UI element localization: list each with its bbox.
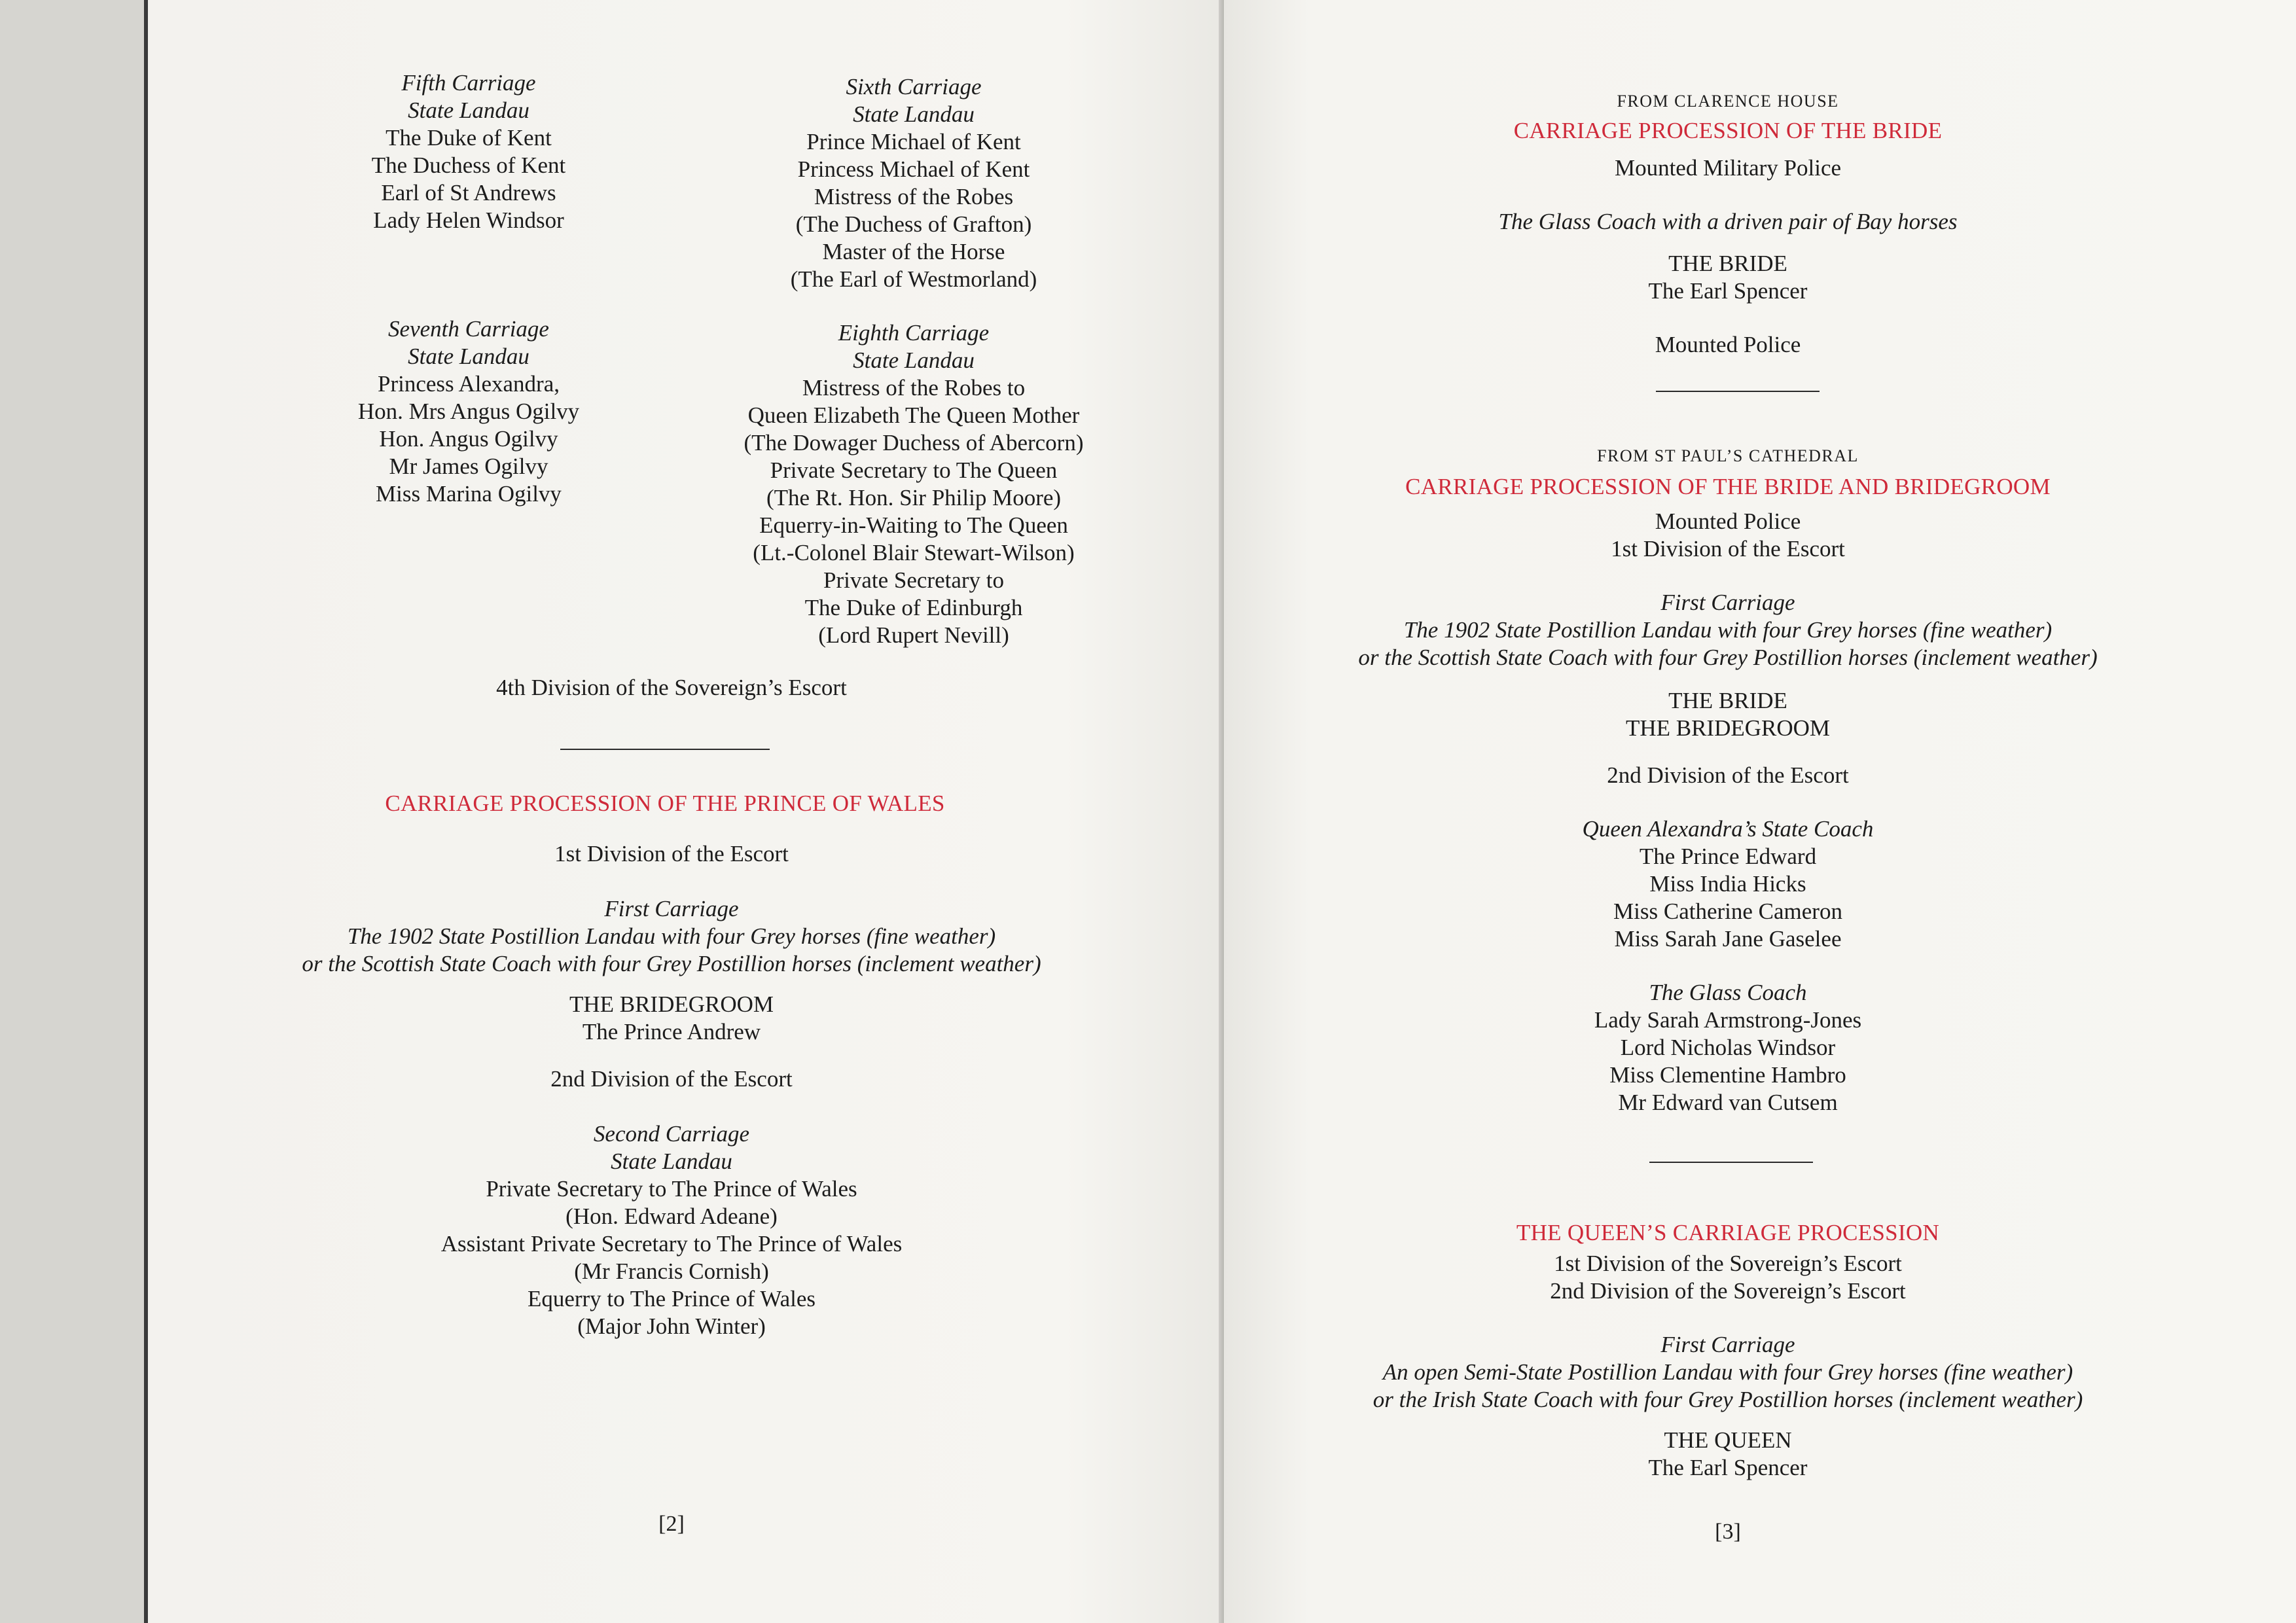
passenger: Miss Clementine Hambro [1609, 1062, 1846, 1088]
bride-title: THE BRIDE [1668, 251, 1787, 276]
carriage-type: State Landau [853, 348, 975, 373]
passenger: (Lord Rupert Nevill) [818, 622, 1009, 648]
passenger: Lord Nicholas Windsor [1620, 1035, 1836, 1060]
second-division-escort [1466, 762, 1990, 789]
passenger: Hon. Mrs Angus Ogilvy [357, 399, 580, 424]
passenger: (Lt.-Colonel Blair Stewart-Wilson) [753, 540, 1075, 565]
carriage-type: State Landau [611, 1149, 732, 1174]
bridegroom-title: THE BRIDEGROOM [569, 991, 774, 1017]
passenger: Private Secretary to [823, 567, 1004, 593]
bride-bridegroom-procession-heading: CARRIAGE PROCESSION OF THE BRIDE AND BRIDEGROOM [1405, 474, 2051, 499]
bridegroom-title: THE BRIDEGROOM [1625, 715, 1831, 741]
escort-line: 4th Division of the Sovereign’s Escort [496, 675, 847, 700]
carriage-description: The 1902 State Postillion Landau with four Grey horses (fine weather) [1403, 617, 2053, 643]
first-carriage-block [226, 895, 1117, 978]
passenger: Private Secretary to The Prince of Wales [486, 1176, 857, 1202]
section-divider [1649, 1162, 1813, 1163]
escort-line: 1st Division of the Sovereign’s Escort [1554, 1251, 1902, 1276]
passenger: Lady Sarah Armstrong-Jones [1594, 1007, 1862, 1033]
passenger: Mistress of the Robes to [802, 375, 1026, 401]
carriage-title: First Carriage [604, 896, 739, 921]
passenger: The Prince Edward [1639, 844, 1817, 869]
carriage-title: Sixth Carriage [846, 74, 982, 99]
escort-line: Mounted Military Police [1614, 155, 1842, 181]
sixth-carriage-block [717, 73, 1110, 293]
glass-coach-block [1466, 979, 1990, 1116]
passenger: Equerry to The Prince of Wales [527, 1286, 816, 1311]
sovereign-escort-block [1466, 1250, 1990, 1305]
prince-of-wales-procession-heading: CARRIAGE PROCESSION OF THE PRINCE OF WALES [385, 791, 945, 816]
passenger: (The Dowager Duchess of Abercorn) [744, 430, 1084, 455]
passenger: The Duke of Edinburgh [804, 595, 1023, 620]
escort-line: Mounted Police [1655, 508, 1801, 534]
passenger: Mr James Ogilvy [389, 454, 548, 479]
carriage-description: or the Irish State Coach with four Grey Postillion horses (inclement weather) [1372, 1387, 2083, 1412]
section-divider [1656, 391, 1820, 392]
carriage-description: or the Scottish State Coach with four Grey Postillion horses (inclement weather) [302, 951, 1041, 976]
carriage-title: Fifth Carriage [401, 70, 536, 96]
eighth-carriage-block [685, 319, 1143, 649]
passenger: Lady Helen Windsor [373, 207, 564, 233]
passenger: Master of the Horse [822, 239, 1005, 264]
from-st-pauls-label: FROM ST PAUL’S CATHEDRAL [1597, 446, 1859, 465]
fourth-division-escort [410, 674, 933, 702]
passenger: (The Rt. Hon. Sir Philip Moore) [766, 485, 1062, 510]
page-number: [3] [1715, 1520, 1741, 1544]
passenger: (The Duchess of Grafton) [795, 211, 1032, 237]
passenger: Prince Michael of Kent [806, 129, 1021, 154]
from-clarence-house-label: FROM CLARENCE HOUSE [1617, 92, 1839, 111]
carriage-type: State Landau [853, 101, 975, 127]
passenger: The Earl Spencer [1648, 1455, 1808, 1480]
passenger: Hon. Angus Ogilvy [379, 426, 558, 452]
glass-coach-pair [1335, 208, 2121, 236]
carriage-type: State Landau [408, 344, 529, 369]
military-police [1466, 154, 1990, 182]
bride-title: THE BRIDE [1668, 688, 1787, 713]
passenger: Private Secretary to The Queen [770, 457, 1058, 483]
bride-block [1466, 250, 1990, 305]
passenger: Miss Marina Ogilvy [376, 481, 562, 507]
carriage-type: State Landau [408, 98, 529, 123]
scan-left-margin [0, 0, 144, 1623]
carriage-title: Queen Alexandra’s State Coach [1582, 816, 1874, 842]
first-division-escort [410, 840, 933, 868]
passenger: The Duchess of Kent [371, 152, 566, 178]
section-divider [560, 749, 770, 750]
second-division-escort [410, 1065, 933, 1093]
passenger: Miss Sarah Jane Gaselee [1614, 926, 1842, 952]
mounted-police [1466, 331, 1990, 359]
second-carriage-block [344, 1120, 999, 1340]
first-carriage-block [1283, 589, 2173, 671]
escort-start-block [1466, 508, 1990, 563]
escort-line: Mounted Police [1655, 332, 1801, 357]
passenger: Queen Elizabeth The Queen Mother [747, 402, 1080, 428]
carriage-title: Second Carriage [593, 1121, 750, 1147]
queen-block [1466, 1427, 1990, 1482]
right-page [1224, 0, 2296, 1623]
passenger: Miss Catherine Cameron [1613, 899, 1842, 924]
passenger: Earl of St Andrews [381, 180, 556, 205]
passenger: (Hon. Edward Adeane) [565, 1204, 778, 1229]
passenger: Mr Edward van Cutsem [1618, 1090, 1838, 1115]
carriage-title: First Carriage [1660, 1332, 1795, 1357]
fifth-carriage-block [305, 69, 632, 234]
left-page [144, 0, 1228, 1623]
passenger: (Major John Winter) [577, 1313, 766, 1339]
queen-procession-heading: THE QUEEN’S CARRIAGE PROCESSION [1516, 1220, 1940, 1245]
queen-title: THE QUEEN [1664, 1427, 1792, 1453]
carriage-description: or the Scottish State Coach with four Grey Postillion horses (inclement weather) [1358, 645, 2098, 670]
escort-line: 2nd Division of the Escort [1607, 762, 1849, 788]
passenger: The Duke of Kent [386, 125, 552, 151]
passenger: The Prince Andrew [582, 1019, 761, 1044]
passenger: (Mr Francis Cornish) [574, 1258, 769, 1284]
carriage-title: Seventh Carriage [388, 316, 549, 342]
passenger: Equerry-in-Waiting to The Queen [759, 512, 1068, 538]
bride-and-bridegroom-block [1466, 687, 1990, 742]
carriage-description: The Glass Coach with a driven pair of Bay horses [1498, 209, 1958, 234]
passenger: (The Earl of Westmorland) [790, 266, 1037, 292]
passenger: Princess Michael of Kent [797, 156, 1030, 182]
passenger: Miss India Hicks [1649, 871, 1806, 897]
page-number: [2] [658, 1512, 685, 1536]
carriage-description: The 1902 State Postillion Landau with four Grey horses (fine weather) [347, 923, 996, 949]
bride-procession-heading: CARRIAGE PROCESSION OF THE BRIDE [1513, 118, 1943, 143]
passenger: The Earl Spencer [1648, 278, 1808, 304]
passenger: Assistant Private Secretary to The Prince of Wales [440, 1231, 903, 1257]
escort-line: 1st Division of the Escort [554, 841, 789, 866]
passenger: Princess Alexandra, [378, 371, 560, 397]
escort-line: 1st Division of the Escort [1611, 536, 1845, 562]
carriage-title: The Glass Coach [1649, 980, 1807, 1005]
bridegroom-block [410, 991, 933, 1046]
escort-line: 2nd Division of the Sovereign’s Escort [1550, 1278, 1906, 1304]
queen-alexandra-coach-block [1466, 815, 1990, 953]
queen-first-carriage-block [1283, 1331, 2173, 1414]
carriage-description: An open Semi-State Postillion Landau with four Grey horses (fine weather) [1382, 1359, 2073, 1385]
escort-line: 2nd Division of the Escort [550, 1066, 793, 1092]
carriage-title: First Carriage [1660, 590, 1795, 615]
seventh-carriage-block [305, 315, 632, 508]
passenger: Mistress of the Robes [814, 184, 1014, 209]
carriage-title: Eighth Carriage [838, 320, 990, 346]
